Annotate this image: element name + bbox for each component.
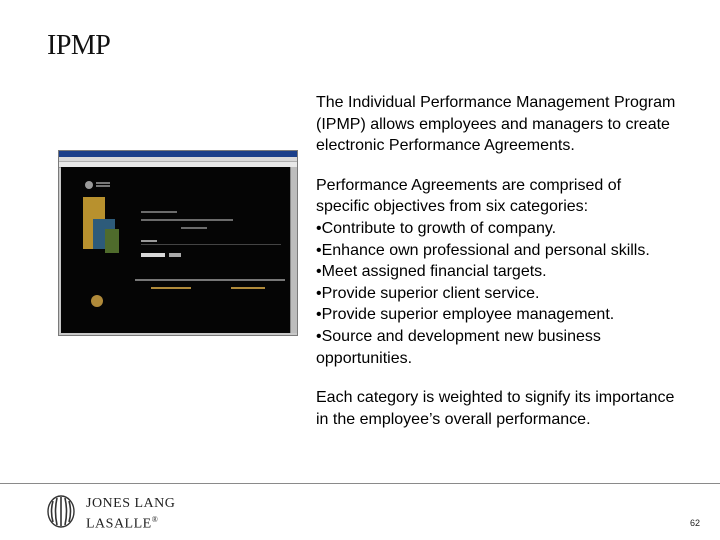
browser-viewport <box>61 167 290 333</box>
footer-link-right <box>231 287 265 289</box>
welcome-text <box>141 211 177 213</box>
jll-logo-text <box>96 182 110 184</box>
paragraph-categories <box>316 175 676 369</box>
ipmp-website-screenshot <box>58 150 298 336</box>
slide-title: IPMP <box>47 30 111 61</box>
bullet-item: •Provide superior employee management. <box>316 306 615 324</box>
jll-logo-icon <box>47 495 75 528</box>
footer-link-left <box>151 287 191 289</box>
categories-intro: Performance Agreements are comprised of specific objectives from six categories: <box>316 176 622 216</box>
bullet-item: •Meet assigned financial targets. <box>316 263 547 281</box>
footer-divider <box>0 483 720 484</box>
badge-icon <box>91 295 103 307</box>
section-label <box>141 240 157 242</box>
bullet-item: •Enhance own professional and personal skills. <box>316 241 650 259</box>
login-input[interactable] <box>141 253 165 257</box>
logo-line-1: JONES LANG <box>86 496 176 511</box>
bullet-item: •Contribute to growth of company. <box>316 219 557 237</box>
bullet-item: •Source and development new business opportunities. <box>316 327 601 367</box>
paragraph-weighting: Each category is weighted to signify its importance in the employee’s overall performance. <box>316 389 675 428</box>
photo-collage <box>105 229 119 253</box>
trademark: ® <box>151 515 159 524</box>
body-text <box>316 92 676 448</box>
jll-logo-icon <box>85 181 93 189</box>
welcome-text <box>181 227 207 229</box>
paragraph-intro: The Individual Performance Management Program (IPMP) allows employees and managers to create electronic Performance Agreements. <box>316 94 676 155</box>
jll-logo-text <box>86 496 175 533</box>
welcome-text <box>141 219 233 221</box>
logo-line-2: LASALLE® <box>86 515 159 532</box>
login-button[interactable] <box>169 253 181 257</box>
page-number: 62 <box>690 518 701 528</box>
divider <box>141 244 281 245</box>
footer-links <box>135 279 285 281</box>
scrollbar[interactable] <box>290 167 297 333</box>
bullet-item: •Provide superior client service. <box>316 284 540 302</box>
